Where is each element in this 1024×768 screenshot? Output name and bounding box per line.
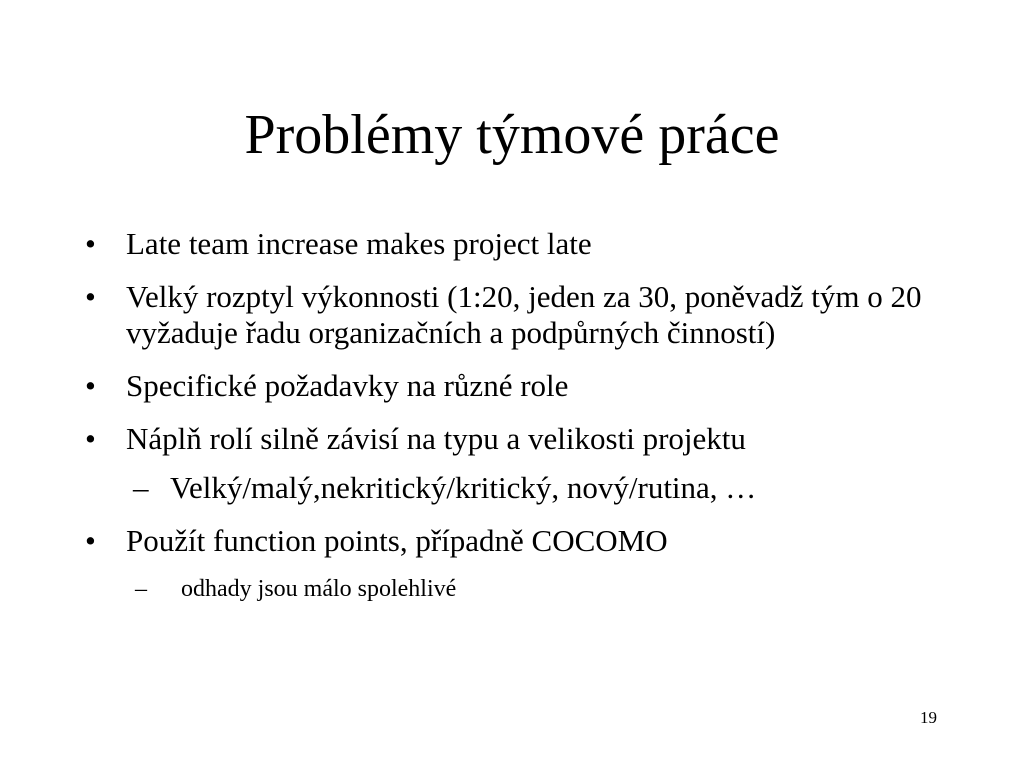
sub-bullet-text: odhady jsou málo spolehlivé bbox=[181, 576, 457, 602]
bullet-text: Náplň rolí silně závisí na typu a velikosti projektu bbox=[126, 421, 746, 456]
bullet-item bbox=[85, 226, 965, 262]
bullet-marker: • bbox=[85, 368, 96, 403]
bullet-item bbox=[85, 279, 965, 351]
bullet-marker: • bbox=[85, 523, 96, 558]
sub-bullet-text: Velký/malý,nekritický/kritický, nový/rutina, … bbox=[170, 470, 757, 505]
bullet-text: Late team increase makes project late bbox=[126, 226, 592, 261]
bullet-text: Použít function points, případně COCOMO bbox=[126, 523, 668, 558]
bullet-item bbox=[85, 523, 965, 559]
sub-bullet-marker: – bbox=[135, 576, 147, 602]
bullet-text: Specifické požadavky na různé role bbox=[126, 368, 569, 403]
sub-bullet-item bbox=[85, 470, 965, 506]
page-number: 19 bbox=[920, 708, 937, 727]
bullet-marker: • bbox=[85, 421, 96, 456]
bullet-list bbox=[85, 226, 965, 621]
sub-bullet-item bbox=[85, 574, 965, 604]
bullet-marker: • bbox=[85, 279, 96, 314]
sub-bullet-marker: – bbox=[133, 470, 149, 505]
bullet-item bbox=[85, 368, 965, 404]
bullet-item bbox=[85, 421, 965, 457]
bullet-text: Velký rozptyl výkonnosti (1:20, jeden za 30, poněvadž tým o 20 vyžaduje řadu organizačních a podpůrných činností) bbox=[126, 279, 922, 350]
bullet-marker: • bbox=[85, 226, 96, 261]
slide-title: Problémy týmové práce bbox=[244, 104, 780, 166]
